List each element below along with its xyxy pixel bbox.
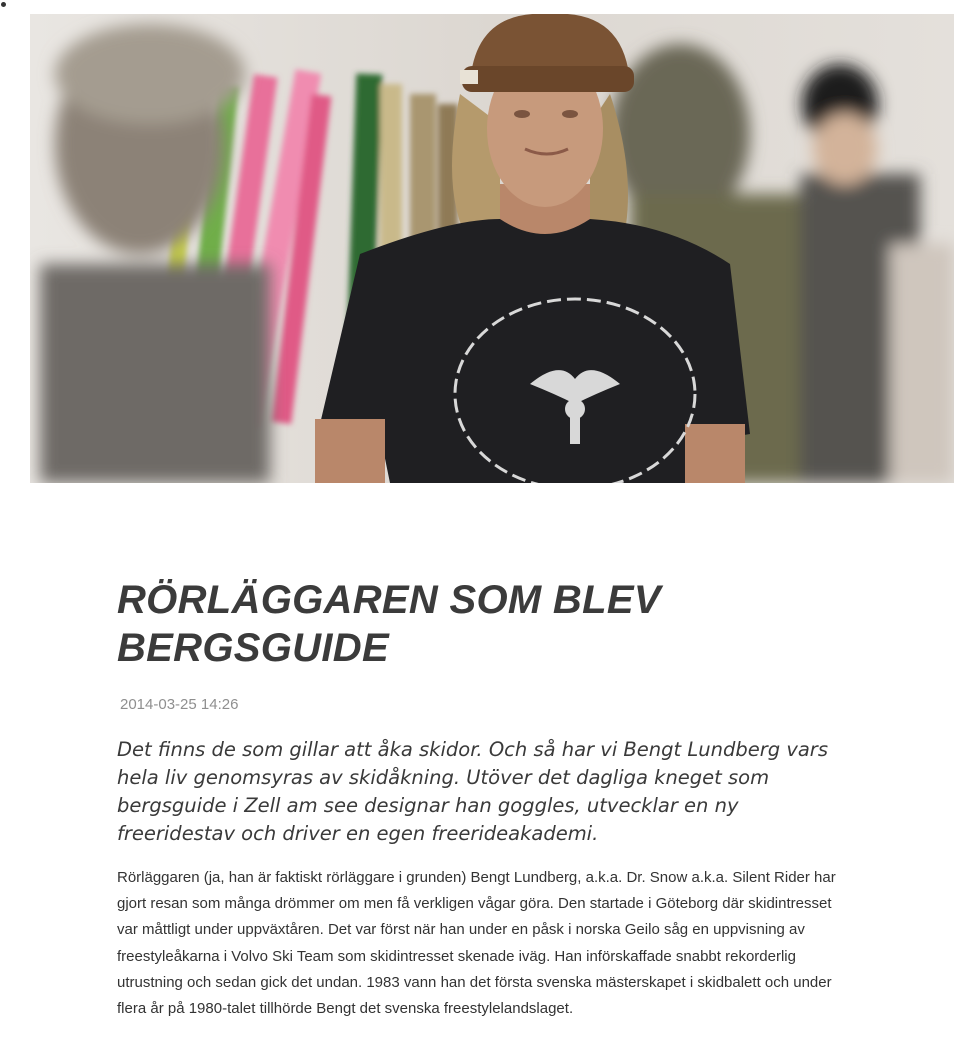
hero-photo [30, 14, 954, 483]
article-title: RÖRLÄGGAREN SOM BLEV BERGSGUIDE [117, 578, 661, 670]
article-body: Rörläggaren (ja, han är faktiskt rörläggare i grunden) Bengt Lundberg, a.k.a. Dr. Snow a.k.a. Silent Rider har gjort resan som många drömmer om men få verkligen vågar göra. Den startade i Göteborg där skidintresset var måttligt under uppväxtåren. Det var först när han under en påsk i norska Geilo såg en uppvisning av freestyleåkarna i Volvo Ski Team som skidintresset skenade iväg. Han införskaffade snabbt rekorderlig utrustning och sedan gick det undan. 1983 vann han det första svenska mästerskapet i skidbalett och under flera år på 1980-talet tillhörde Bengt det svenska freestylelandslaget. [117, 869, 836, 1018]
article [117, 576, 847, 1022]
hero-photo-illustration [30, 14, 954, 483]
article-lead: Det finns de som gillar att åka skidor. Och så har vi Bengt Lundberg vars hela liv genomsyras av skidåkning. Utöver det dagliga kneget som bergsguide i Zell am see designar han goggles, utvecklar en ny freeridestav och driver en egen freerideakademi. [117, 738, 828, 845]
list-bullet [1, 2, 6, 7]
article-date: 2014-03-25 14:26 [120, 696, 239, 713]
